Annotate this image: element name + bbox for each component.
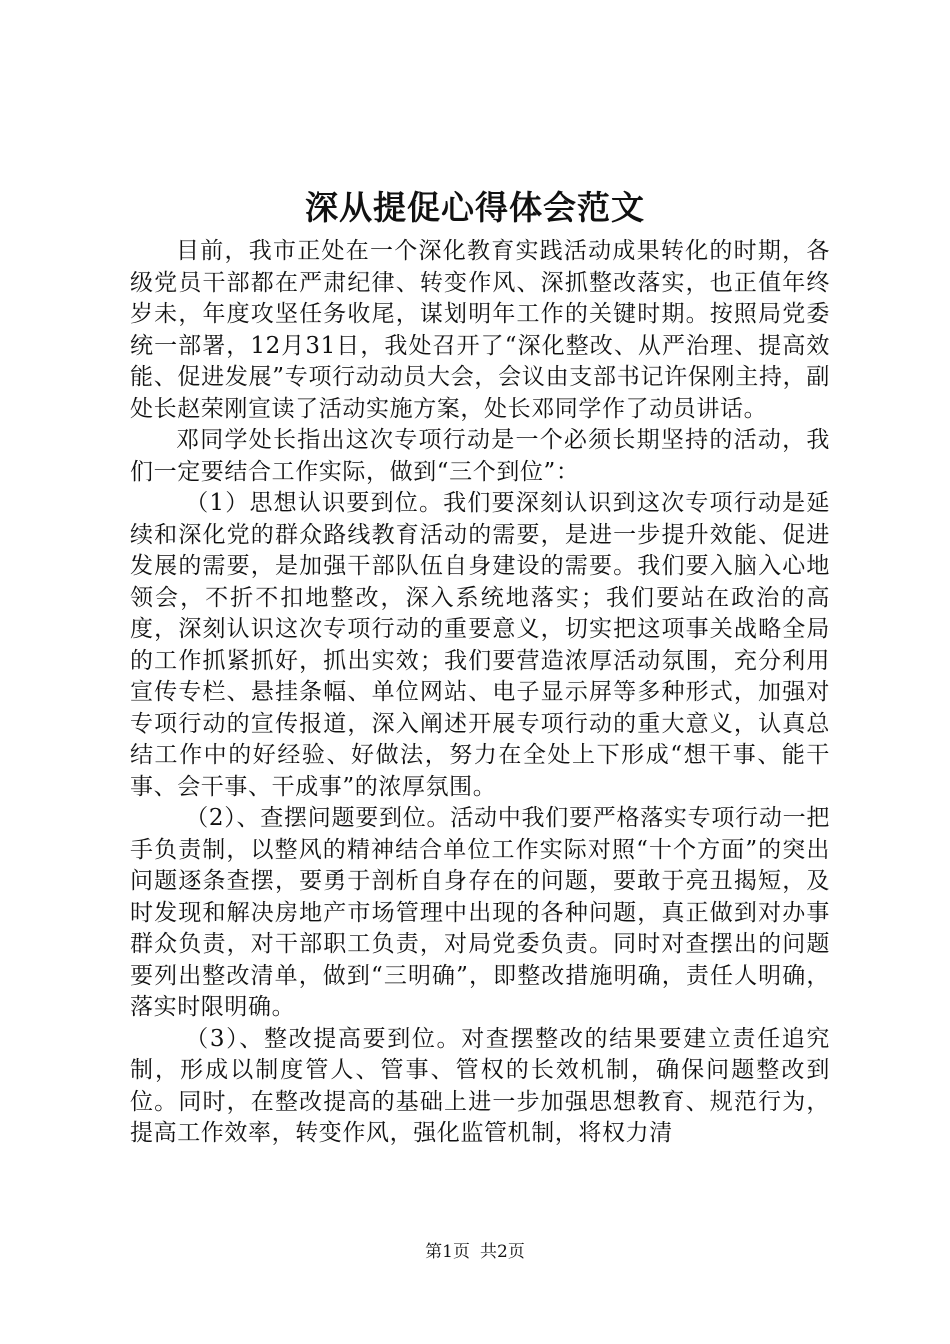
paragraph-intro: 目前，我市正处在一个深化教育实践活动成果转化的时期，各级党员干部都在严肃纪律、转变作风、深抓整改落实，也正值年终岁未，年度攻坚任务收尾，谋划明年工作的关键时期。按照局党委统一部署，12月31日，我处召开了“深化整改、从严治理、提高效能、促进发展”专项行动动员大会，会议由支部书记许保刚主持，副处长赵荣刚宣读了活动实施方案，处长邓同学作了动员讲话。 xyxy=(130,238,830,422)
paragraph-point-3: （3）、整改提高要到位。对查摆整改的结果要建立责任追究制，形成以制度管人、管事、管权的长效机制，确保问题整改到位。同时，在整改提高的基础上进一步加强思想教育、规范行为，提高工作效率，转变作风，强化监管机制，将权力清 xyxy=(130,1025,830,1146)
document-body xyxy=(130,236,830,1150)
page-total: 共2页 xyxy=(480,1242,525,1262)
paragraph-point-1: （1）思想认识要到位。我们要深刻认识到这次专项行动是延续和深化党的群众路线教育活动的需要，是进一步提升效能、促进发展的需要，是加强干部队伍自身建设的需要。我们要入脑入心地领会，不折不扣地整改，深入系统地落实；我们要站在政治的高度，深刻认识这次专项行动的重要意义，切实把这项事关战略全局的工作抓紧抓好，抓出实效；我们要营造浓厚活动氛围，充分利用宣传专栏、悬挂条幅、单位网站、电子显示屏等多种形式，加强对专项行动的宣传报道，深入阐述开展专项行动的重大意义，认真总结工作中的好经验、好做法，努力在全处上下形成“想干事、能干事、会干事、干成事”的浓厚氛围。 xyxy=(130,490,830,800)
paragraph-three-in-place: 邓同学处长指出这次专项行动是一个必须长期坚持的活动，我们一定要结合工作实际，做到“三个到位”： xyxy=(130,427,830,485)
document-title: 深从提促心得体会范文 xyxy=(305,188,645,227)
paragraph-point-2: （2）、查摆问题要到位。活动中我们要严格落实专项行动一把手负责制，以整风的精神结合单位工作实际对照“十个方面”的突出问题逐条查摆，要勇于剖析自身存在的问题，要敢于亮丑揭短，及时发现和解决房地产市场管理中出现的各种问题，真正做到对办事群众负责，对干部职工负责，对局党委负责。同时对查摆出的问题要列出整改清单，做到“三明确”，即整改措施明确，责任人明确，落实时限明确。 xyxy=(130,805,830,1020)
page-number: 第1页 xyxy=(425,1242,470,1262)
page-footer xyxy=(0,1240,950,1264)
